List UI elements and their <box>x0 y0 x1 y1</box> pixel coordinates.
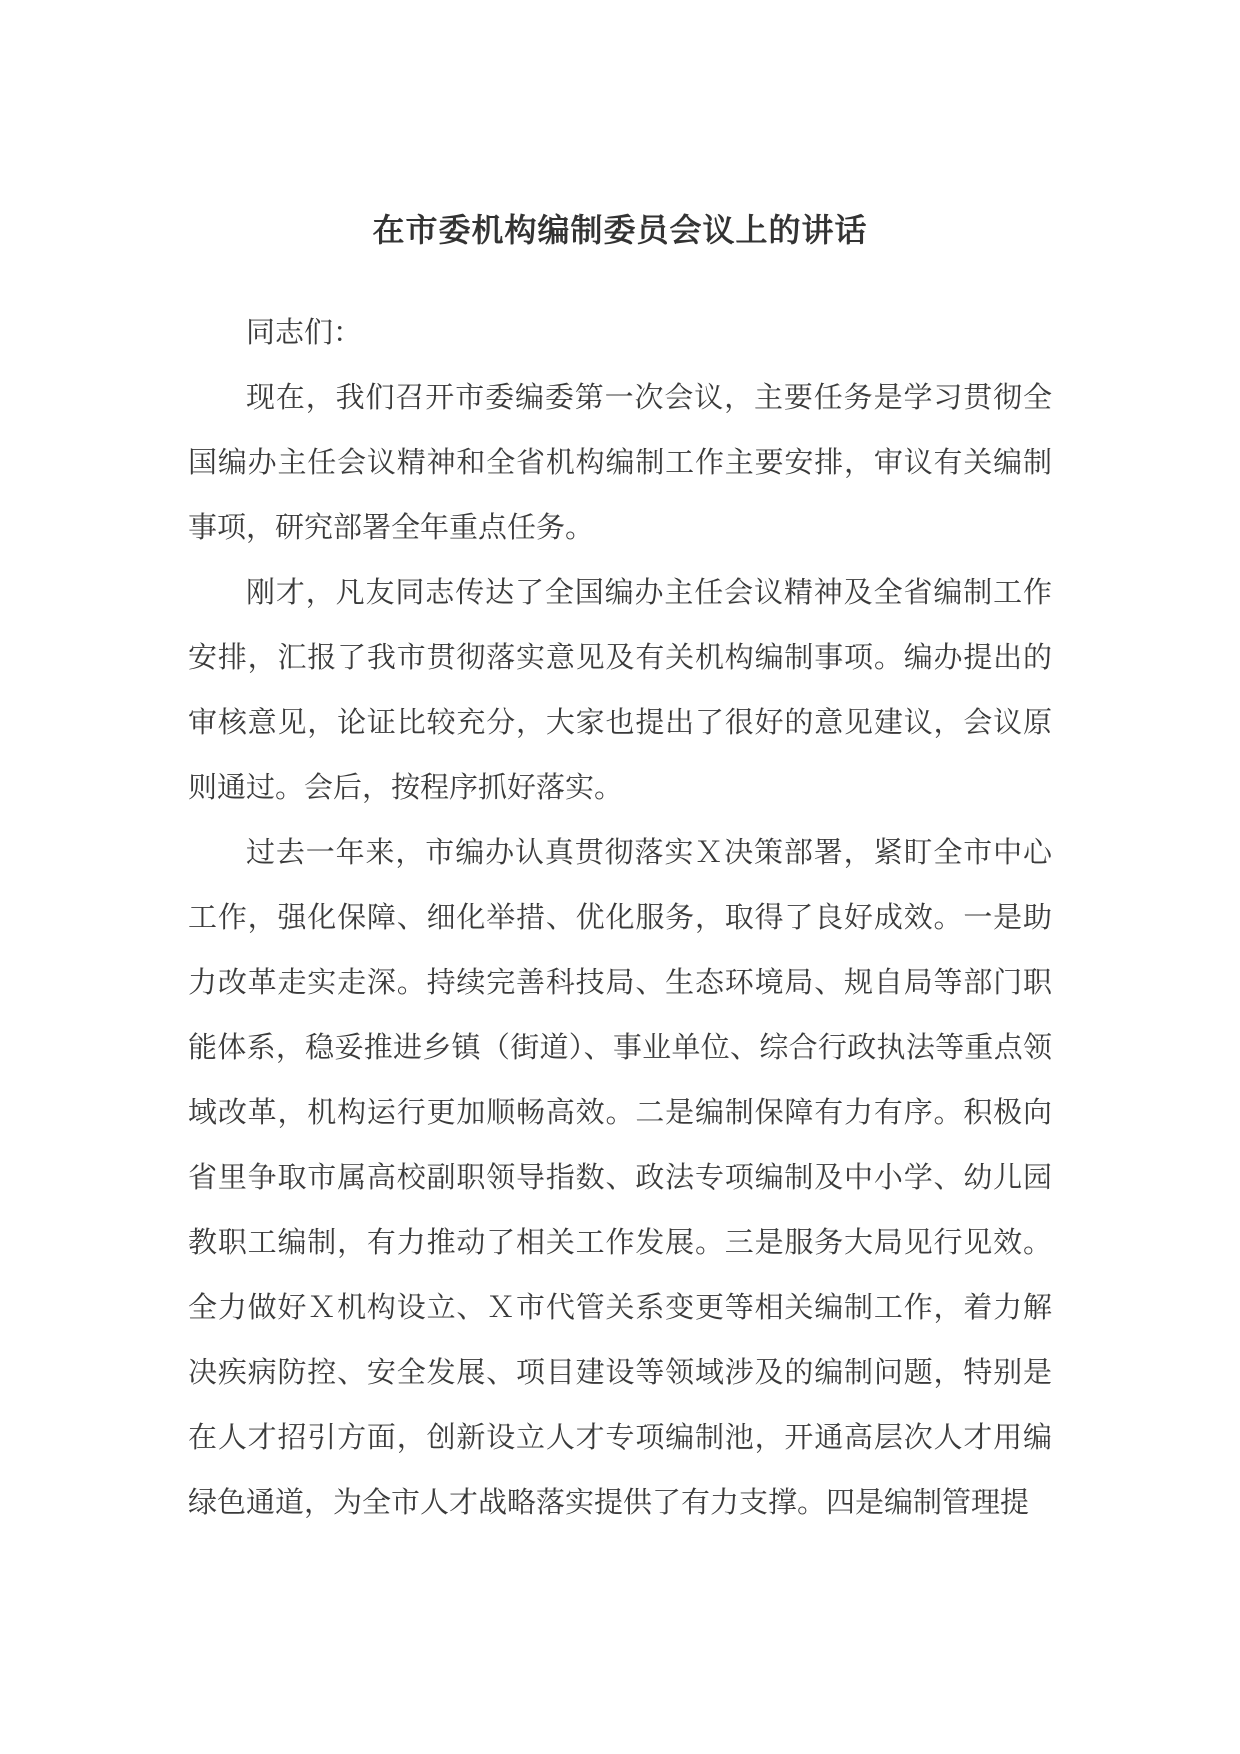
body-paragraph: 现在，我们召开市委编委第一次会议，主要任务是学习贯彻全国编办主任会议精神和全省机构编制工作主要安排，审议有关编制事项，研究部署全年重点任务。 <box>188 380 1052 544</box>
document-title: 在市委机构编制委员会议上的讲话 <box>372 211 868 249</box>
document-body <box>188 300 1052 1535</box>
body-paragraph: 过去一年来，市编办认真贯彻落实Ｘ决策部署，紧盯全市中心工作，强化保障、细化举措、优化服务，取得了良好成效。一是助力改革走实走深。持续完善科技局、生态环境局、规自局等部门职能体系，稳妥推进乡镇（街道）、事业单位、综合行政执法等重点领域改革，机构运行更加顺畅高效。二是编制保障有力有序。积极向省里争取市属高校副职领导指数、政法专项编制及中小学、幼儿园教职工编制，有力推动了相关工作发展。三是服务大局见行见效。全力做好Ｘ机构设立、Ｘ市代管关系变更等相关编制工作，着力解决疾病防控、安全发展、项目建设等领域涉及的编制问题，特别是在人才招引方面，创新设立人才专项编制池，开通高层次人才用编绿色通道，为全市人才战略落实提供了有力支撑。四是编制管理提 <box>188 835 1052 1519</box>
body-paragraph: 刚才，凡友同志传达了全国编办主任会议精神及全省编制工作安排，汇报了我市贯彻落实意见及有关机构编制事项。编办提出的审核意见，论证比较充分，大家也提出了很好的意见建议，会议原则通过。会后，按程序抓好落实。 <box>188 575 1052 804</box>
salutation-paragraph: 同志们： <box>246 315 363 349</box>
